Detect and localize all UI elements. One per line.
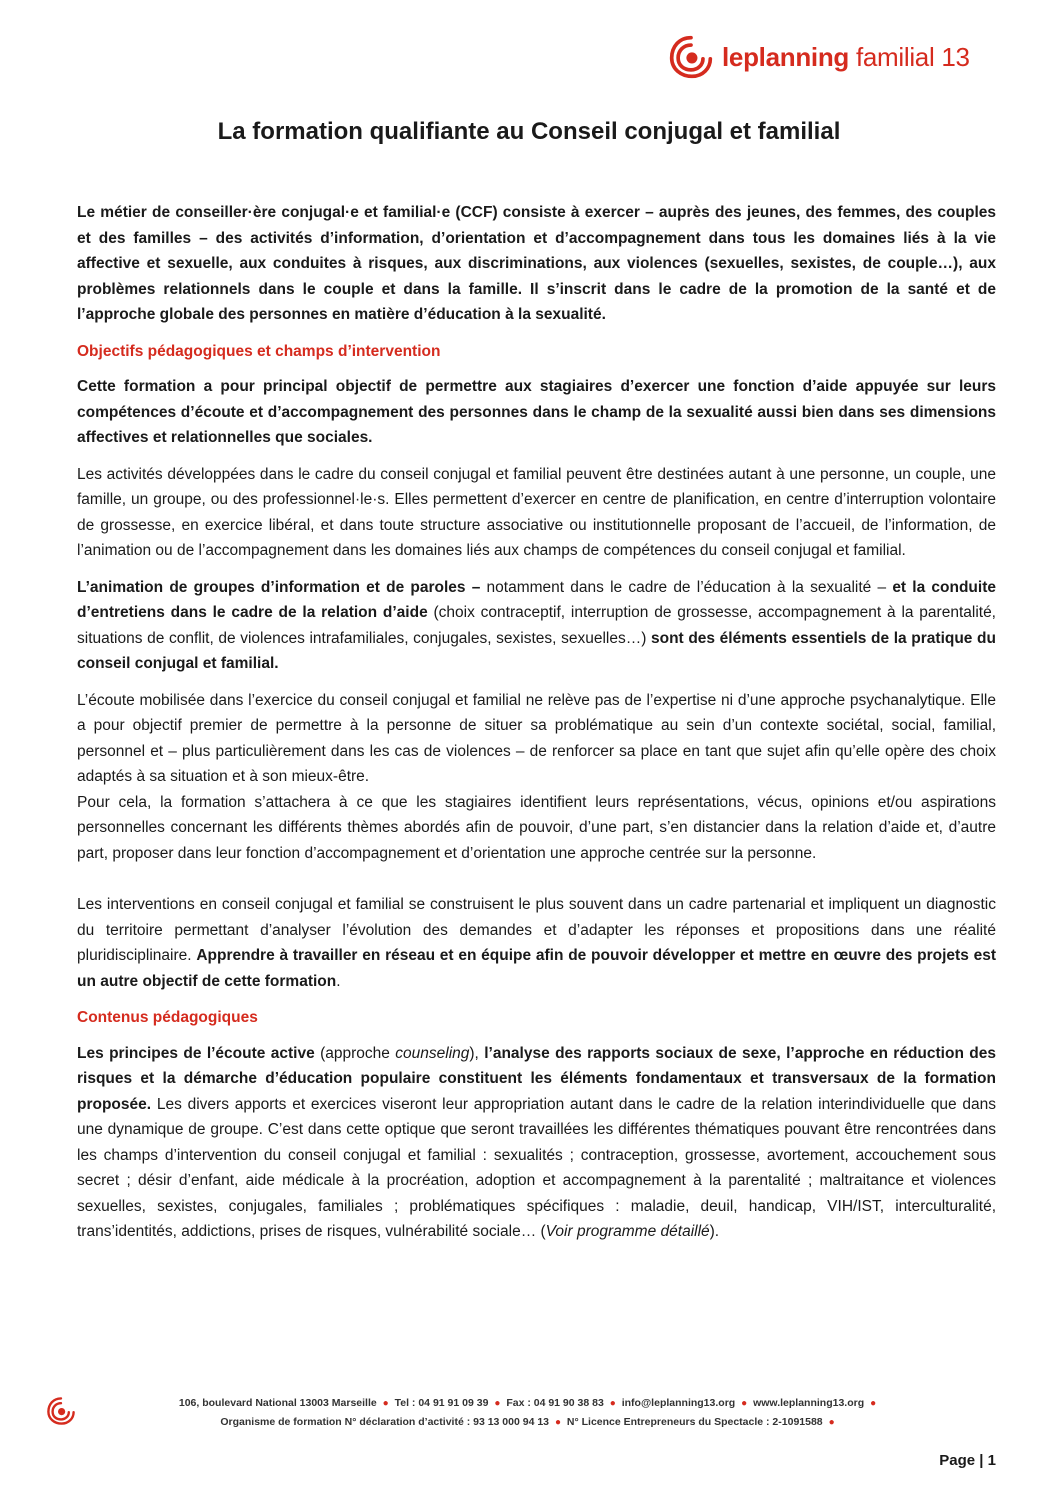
footer-licence: N° Licence Entrepreneurs du Spectacle : 2-1091588 [566,1416,823,1428]
footer-registration-line [0,1416,1058,1428]
brand-logo [668,34,970,80]
document-body [77,200,996,1245]
training-aim-paragraph: Pour cela, la formation s’attachera à ce que les stagiaires identifient leurs représentations, vécus, opinions et/ou aspirations personnelles concernant les différents thèmes abordés afin de pouvoir, d’une part, s’en distancier dans la relation d’aide et, d’autre part, proposer dans leur fonction d’accompagnement et d’orientation une approche centrée sur la personne. [77,793,996,862]
section-heading-objectives: Objectifs pédagogiques et champs d’intervention [77,342,441,360]
footer-bullet-icon: ● [609,1398,616,1409]
footer-email-link[interactable]: info@leplanning13.org [621,1397,736,1409]
footer-website-link[interactable]: www.leplanning13.org [753,1397,865,1409]
section-heading-contents: Contenus pédagogiques [77,1009,258,1026]
objectives-paragraph: Cette formation a pour principal objectif de permettre aux stagiaires d’exercer une fonction d’aide appuyée sur leurs compétences d’écoute et d’accompagnement des personnes dans le champ de la sexualité aussi bien dans ses dimensions affectives et relationnelles que sociales. [77,378,996,446]
contents-paragraph: Les principes de l’écoute active (approche counseling), l’analyse des rapports sociaux de sexe, l’approche en réduction des risques et la démarche d’éducation populaire constituent les éléments fondamentaux et transversaux de la formation proposée. Les divers apports et exercices viseront leur appropriation autant dans le cadre de la relation interindividuelle que dans une dynamique de groupe. C’est dans cette optique que seront travaillées les différentes thématiques pouvant être rencontrées dans les champs d’intervention du conseil conjugal et familial : sexualités ; contraception, grossesse, avortement, accouchement sous secret ; désir d’enfant, aide médicale à la procréation, adoption et accompagnement à la parentalité ; maltraitance et violences sexuelles, sexistes, conjugales, familiales ; problématiques spécifiques : maladie, deuil, handicap, VIH/IST, interculturalité, trans’identités, addictions, prises de risques, vulnérabilité sociale… (Voir programme détaillé). [77,1044,996,1240]
footer-training-declaration: Organisme de formation N° déclaration d’activité : 93 13 000 94 13 [220,1416,550,1428]
footer-bullet-icon: ● [741,1398,748,1409]
activities-paragraph: Les activités développées dans le cadre du conseil conjugal et familial peuvent être destinées autant à une personne, un couple, une famille, un groupe, ou des professionnel·le·s. Elles permettent d’exercer en centre de planification, en centre d’interruption volontaire de grossesse, en exercice libéral, et dans toute structure associative ou institutionnelle proposant de l’accueil, de l’information, de l’animation ou de l’accompagnement dans les domaines liés aux champs de compétences du conseil conjugal et familial. [77,465,996,559]
footer-address: 106, boulevard National 13003 Marseille [178,1397,377,1409]
page-number-value: 1 [987,1452,996,1469]
footer-bullet-icon: ● [554,1417,561,1428]
intro-paragraph: Le métier de conseiller·ère conjugal·e et familial·e (CCF) consiste à exercer – auprès des jeunes, des femmes, des couples et des familles – des activités d’information, d’orientation et d’accompagnement dans tous les domaines liés à la vie affective et sexuelle, aux conduites à risques, aux discriminations, aux violences (sexuelles, sexistes, de couple…), aux problèmes relationnels dans le couple et dans la famille. Il s’inscrit dans le cadre de la promotion de la santé et de l’approche globale des personnes en matière d’éducation à la sexualité. [77,204,996,323]
footer-bullet-icon: ● [870,1398,877,1409]
animation-paragraph: L’animation de groupes d’information et de paroles – notamment dans le cadre de l’éducation à la sexualité – et la conduite d’entretiens dans le cadre de la relation d’aide (choix contraceptif, interruption de grossesse, accompagnement à la parentalité, situations de conflit, de violences intrafamiliales, conjugales, sexistes, sexuelles…) sont des éléments essentiels de la pratique du conseil conjugal et familial. [77,578,996,672]
page-title: La formation qualifiante au Conseil conjugal et familial [217,118,841,145]
footer-phone: Tel : 04 91 91 09 39 [394,1397,489,1409]
planning-familial-swirl-logo-icon [668,34,714,80]
footer-bullet-icon: ● [494,1398,501,1409]
footer-bullet-icon: ● [828,1417,835,1428]
page-label: Page [939,1452,976,1469]
footer-contact-line [0,1397,1058,1409]
network-paragraph: Les interventions en conseil conjugal et familial se construisent le plus souvent dans un cadre partenarial et impliquent un diagnostic du territoire permettant d’analyser l’évolution des demandes et d’adapter les réponses et propositions dans une réalité pluridisciplinaire. Apprendre à travailler en réseau et en équipe afin de pouvoir développer et mettre en œuvre des projets est un autre objectif de cette formation. [77,896,996,990]
footer-bullet-icon: ● [382,1398,389,1409]
page-separator: | [979,1452,984,1469]
brand-name: leplanning familial 13 [722,41,970,72]
page-number [939,1452,996,1469]
footer-fax: Fax : 04 91 90 38 83 [506,1397,604,1409]
listening-paragraph: L’écoute mobilisée dans l’exercice du conseil conjugal et familial ne relève pas de l’expertise ni d’une approche psychanalytique. Elle a pour objectif premier de permettre à la personne de situer sa problématique au sein d’un contexte sociétal, social, familial, personnel et – plus particulièrement dans les cas de violences – de renforcer sa place en tant que sujet afin qu’elle opère des choix adaptés à sa situation et à son mieux-être. [77,691,996,785]
